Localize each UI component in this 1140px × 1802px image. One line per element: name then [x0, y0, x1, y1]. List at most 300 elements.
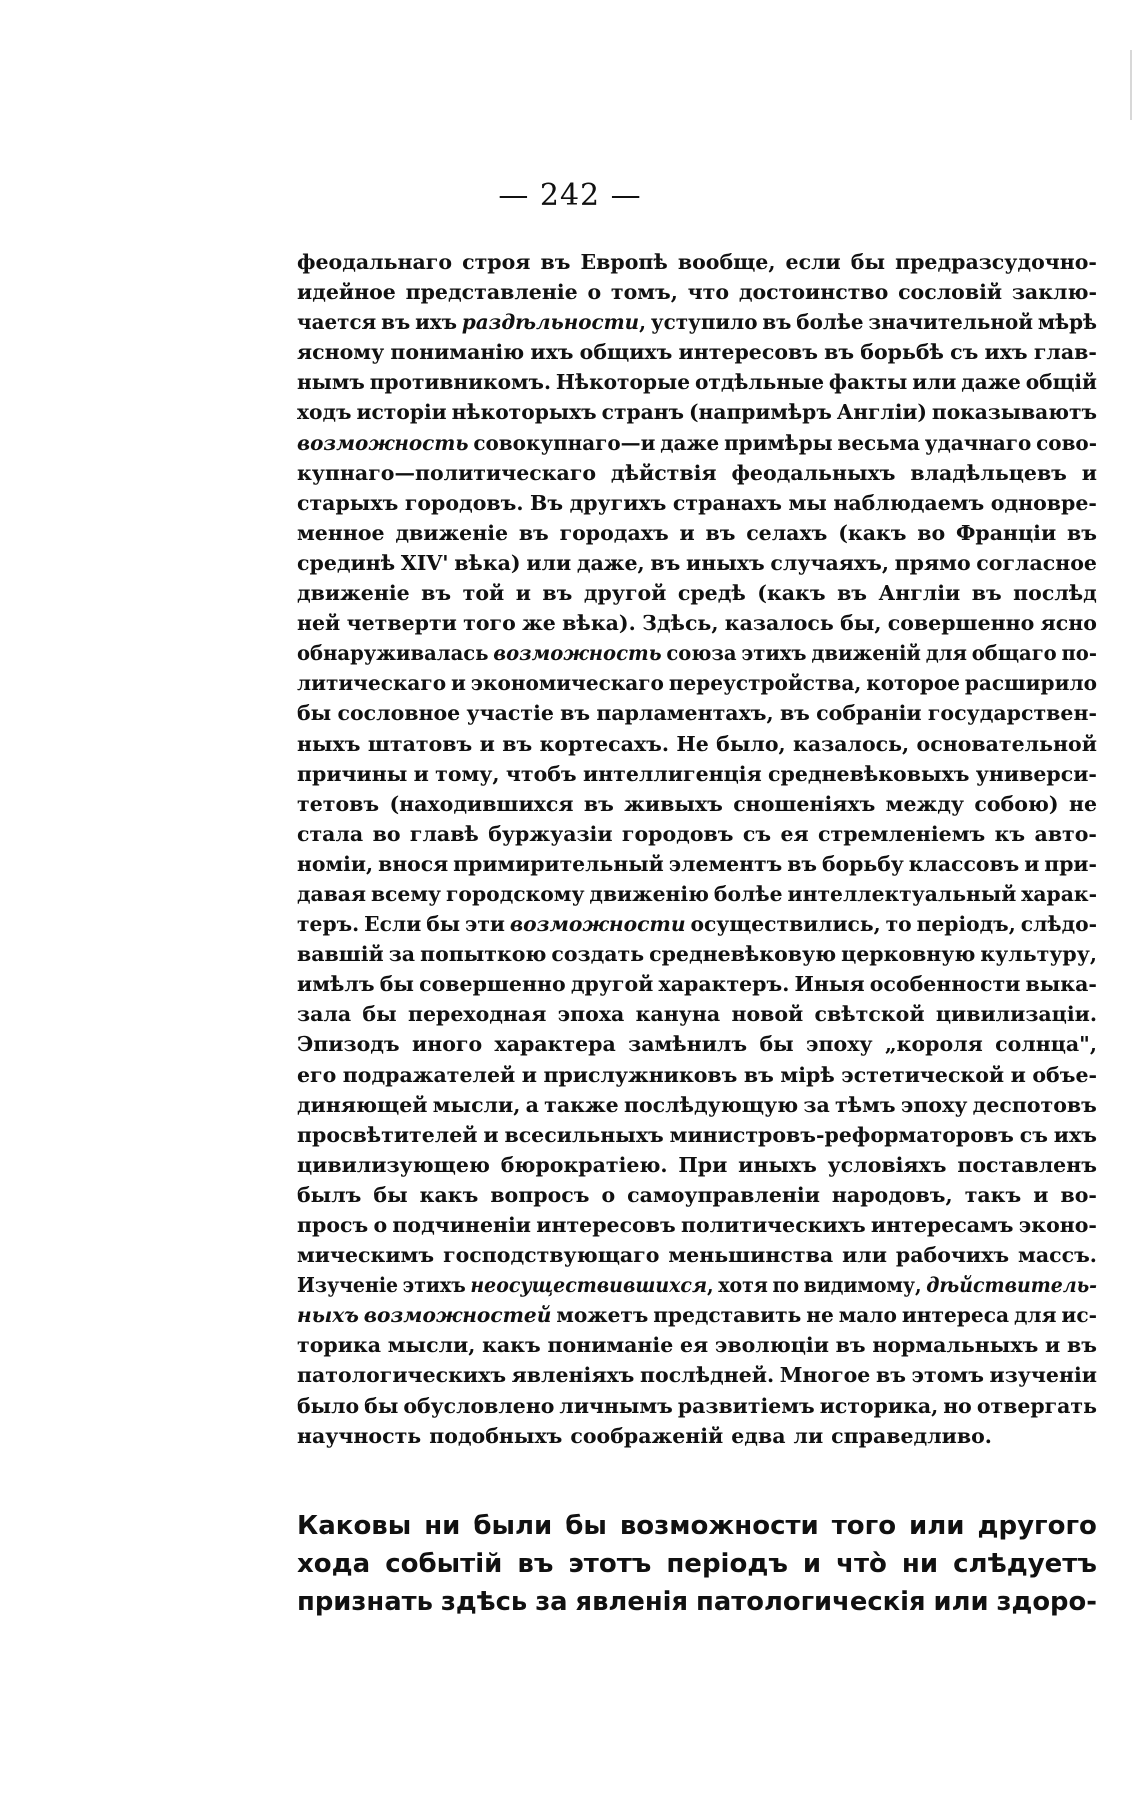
word: достоинство [738, 280, 889, 305]
word: городскому [445, 881, 585, 906]
word: хотя [718, 1273, 768, 1298]
word: господствующаго [443, 1243, 660, 1268]
word: давая [297, 881, 366, 906]
word: въ [583, 791, 614, 816]
word: представленіе [405, 280, 578, 305]
word: другой [570, 972, 654, 997]
word: явленія [575, 1587, 689, 1617]
word: классовъ [908, 851, 1020, 876]
word: вѣка). [562, 611, 636, 636]
word: средневѣковую [649, 942, 837, 967]
word: министровъ-реформаторовъ [669, 1122, 1014, 1147]
word: наблюдаемъ [833, 490, 985, 515]
word: новой [731, 1002, 804, 1027]
word: торика [297, 1333, 382, 1358]
word: объе- [1032, 1062, 1097, 1087]
word: и [802, 1549, 822, 1579]
word: и [521, 1062, 537, 1087]
word: чтобъ [505, 761, 577, 786]
word: дѣйствія [610, 460, 717, 485]
word: то [885, 912, 912, 937]
word: осуществились, [690, 912, 881, 937]
text-line [297, 1240, 1097, 1270]
word: движеній [811, 641, 921, 666]
text-line [297, 1180, 1097, 1210]
word: этихъ [741, 641, 807, 666]
word: личнымъ [559, 1393, 673, 1418]
word: теръ. [297, 912, 360, 937]
word: тѣмъ [835, 1092, 896, 1117]
word: былъ [297, 1182, 362, 1207]
word: поставленъ [957, 1152, 1097, 1177]
word: обусловлено [403, 1393, 555, 1418]
word: живыхъ [624, 791, 723, 816]
word: послѣдующую [623, 1092, 799, 1117]
word: во- [1060, 1182, 1097, 1207]
word: борьбу [821, 851, 904, 876]
word: можетъ [556, 1303, 649, 1328]
word: были [473, 1511, 553, 1541]
word: странъ [601, 400, 685, 425]
word: этихъ [402, 1273, 466, 1298]
word: или [909, 1511, 965, 1541]
word: массъ. [1018, 1243, 1097, 1268]
word: переходная [407, 1002, 547, 1027]
text-line [297, 1391, 1097, 1421]
text-line [297, 1060, 1097, 1090]
word: признать [297, 1587, 433, 1617]
word: подобныхъ [429, 1423, 563, 1448]
text-line [297, 488, 1097, 518]
emphasis-word: ныхъ [297, 1303, 359, 1328]
word: ихъ [1053, 1122, 1097, 1147]
word: вавшій [297, 942, 384, 967]
word: видимому, [803, 1273, 922, 1298]
word: иного [412, 1032, 483, 1057]
word: нормальныхъ [872, 1333, 1039, 1358]
word: о [373, 1213, 388, 1237]
word: средѣ [677, 581, 746, 606]
word: средневѣковыхъ [768, 761, 970, 786]
text-line [297, 428, 1097, 458]
word: согласное [976, 550, 1097, 575]
word: буржуазіи [488, 821, 613, 846]
word: бы [379, 972, 414, 997]
word: пониманію [390, 340, 525, 365]
word: въ [542, 581, 573, 606]
word: какъ [419, 1182, 479, 1207]
word: (какъ [757, 581, 826, 606]
word: городовъ. [404, 490, 524, 515]
word: универси- [975, 761, 1097, 786]
word: патологическія [696, 1587, 926, 1617]
emphasis-word: раздѣльности, [461, 310, 647, 335]
word: цивилизующею [297, 1152, 490, 1177]
word: между [885, 791, 965, 816]
word: прямо [894, 550, 971, 575]
word: въ [875, 1363, 906, 1388]
word: срединѣ [297, 550, 396, 575]
word: политическихъ [680, 1213, 866, 1237]
word: Не [676, 731, 709, 756]
word: зала [297, 1002, 352, 1027]
text-line [297, 969, 1097, 999]
word: интересовъ [678, 340, 818, 365]
word: хода [297, 1549, 371, 1579]
word: той [462, 581, 505, 606]
word: Франціи [955, 520, 1057, 545]
word: за [388, 942, 416, 967]
word: для [925, 641, 967, 666]
word: ис- [1061, 1303, 1098, 1328]
word: здоро- [996, 1587, 1097, 1617]
word: съ [1019, 1122, 1048, 1147]
word: стремленіемъ [818, 821, 986, 846]
word: явленіяхъ [511, 1363, 635, 1388]
word: всему [370, 881, 441, 906]
word: Англіи [878, 581, 961, 606]
word: одновре- [990, 490, 1097, 515]
word: менное [297, 520, 385, 545]
text-line [297, 337, 1097, 367]
word: четверти [346, 611, 457, 636]
word: слѣдуетъ [953, 1549, 1097, 1579]
word: особенности [869, 972, 1021, 997]
word: ихъ [415, 310, 457, 335]
emphasis-word: возможностей [363, 1303, 552, 1328]
word: даже [961, 370, 1021, 395]
word: Эпизодъ [297, 1032, 400, 1057]
word: а [525, 1092, 539, 1117]
word: сово- [1036, 430, 1098, 455]
text-line [297, 1090, 1097, 1120]
word: же [522, 611, 556, 636]
word: о [587, 280, 602, 305]
word: эпоху [900, 1092, 968, 1117]
word: эпоха [557, 1002, 625, 1027]
word: совершенно [887, 611, 1035, 636]
word: пониманіе [547, 1333, 674, 1358]
word: Нѣкоторые [555, 370, 691, 395]
word: ни [901, 1549, 939, 1579]
word: или [933, 1587, 989, 1617]
emphasis-word: возможность [493, 641, 662, 666]
word: весьма [837, 430, 920, 455]
word: въ [971, 581, 1002, 606]
word: въ [518, 520, 549, 545]
word: строя [462, 250, 531, 274]
word: интересамъ [870, 1213, 1014, 1237]
word: общаго [971, 641, 1057, 666]
word: движеніе [297, 581, 410, 606]
word: мало [838, 1303, 897, 1328]
body-paragraph [297, 247, 1097, 1451]
word: ясно [1040, 611, 1097, 636]
word: эстетической [841, 1062, 1005, 1087]
word: его [297, 1062, 337, 1087]
word: экономическаго [470, 671, 664, 696]
word: примирительный [453, 851, 664, 876]
word: народовъ, [831, 1182, 953, 1207]
word: развитіемъ [677, 1393, 815, 1418]
word: обнаруживалась [297, 641, 489, 666]
word: въ [743, 1062, 774, 1087]
word: также [544, 1092, 619, 1117]
word: характеръ. [658, 972, 790, 997]
word: собраніи [816, 701, 922, 726]
word: бы [759, 1032, 794, 1057]
text-line [297, 819, 1097, 849]
word: и [1024, 851, 1040, 876]
word: если [785, 250, 841, 274]
word: мы [788, 490, 827, 515]
word: переустройства, [668, 671, 862, 696]
word: кануна [635, 1002, 721, 1027]
word: едва [731, 1423, 786, 1448]
word: не [1068, 791, 1097, 816]
word: въ [502, 731, 533, 756]
word: интеллектуальный [787, 881, 1017, 906]
text-line [297, 939, 1097, 969]
word: замѣнилъ [628, 1032, 748, 1057]
word: подчиненіи [392, 1213, 531, 1237]
word: и [479, 731, 495, 756]
word: ныхъ [297, 731, 361, 756]
word: бы, [840, 611, 882, 636]
word: въ [540, 250, 571, 274]
word: періодъ, [916, 912, 1016, 937]
word: эволюціи [714, 1333, 829, 1358]
word: примѣры [724, 430, 833, 455]
word: мысли, [432, 1092, 521, 1117]
word: владѣльцевъ [910, 460, 1067, 485]
word: выка- [1025, 972, 1097, 997]
word: противникомъ. [369, 370, 551, 395]
text-line [297, 1029, 1097, 1059]
word: здѣсь [440, 1587, 528, 1617]
text-line [297, 668, 1097, 698]
word: чается [297, 310, 377, 335]
word: къ [994, 821, 1026, 846]
text-line [297, 789, 1097, 819]
word: государствен- [927, 701, 1097, 726]
text-line [297, 1270, 1097, 1300]
word: Каковы [297, 1511, 412, 1541]
word: эпоху [806, 1032, 873, 1057]
word: всесильныхъ [504, 1122, 664, 1147]
word: въ [824, 340, 855, 365]
word: Если [364, 912, 422, 937]
word: въ [837, 581, 868, 606]
word: слѣдо- [1020, 912, 1098, 937]
word: этотъ [568, 1549, 652, 1579]
word: даже [660, 430, 720, 455]
margin-mark [1130, 50, 1132, 120]
word: бы [297, 701, 332, 726]
word: соображеній [570, 1423, 724, 1448]
word: иныхъ [686, 550, 765, 575]
word: заклю- [1011, 280, 1097, 305]
word: въ [381, 310, 411, 335]
word: или [842, 1243, 887, 1268]
word: глав- [1033, 340, 1097, 365]
word: причины [297, 761, 408, 786]
word: и [679, 520, 695, 545]
word: что [687, 280, 730, 305]
word: бы [565, 1511, 607, 1541]
word: Здѣсь, [642, 611, 719, 636]
word: борьбѣ [860, 340, 944, 365]
word: литическаго [297, 671, 447, 696]
word: свѣтской [814, 1002, 925, 1027]
word: по [772, 1273, 799, 1298]
word: XIV' [400, 550, 449, 575]
word: этомъ [911, 1363, 984, 1388]
text-line [297, 1360, 1097, 1390]
word: отвергать [976, 1393, 1097, 1418]
word: ли [793, 1423, 824, 1448]
word: нымъ [297, 370, 365, 395]
word: но [943, 1393, 972, 1418]
text-line [297, 999, 1097, 1029]
word: и [1010, 1062, 1026, 1087]
word: вообще, [677, 250, 776, 274]
word: парламентахъ, [596, 701, 774, 726]
word: харак- [1021, 881, 1098, 906]
word: показываютъ [931, 400, 1098, 425]
word: кортесахъ. [539, 731, 669, 756]
word: Многое [779, 1363, 871, 1388]
word: эти [464, 912, 505, 937]
word: ихъ [984, 340, 1028, 365]
word: въ [560, 701, 591, 726]
word: подражателей [342, 1062, 516, 1087]
word: „короля [884, 1032, 983, 1057]
word: по- [1061, 641, 1097, 666]
word: купнаго—политическаго [297, 460, 597, 485]
word: случаяхъ, [770, 550, 889, 575]
text-line [297, 638, 1097, 668]
word: просвѣтителей [297, 1122, 478, 1147]
word: прислужниковъ [543, 1062, 738, 1087]
emphasis-word: возможности [509, 912, 686, 937]
text-line [297, 879, 1097, 909]
word: въ [1066, 520, 1097, 545]
word: ея [679, 1333, 709, 1358]
text-line [297, 608, 1097, 638]
word: въ [517, 1549, 554, 1579]
word: историка, [819, 1393, 939, 1418]
word: бюрократіею. [500, 1152, 668, 1177]
text-line [297, 759, 1097, 789]
word: болѣе [713, 881, 783, 906]
word: въ [421, 581, 452, 606]
word: просъ [297, 1213, 369, 1237]
text-line [297, 578, 1097, 608]
word: въ [787, 851, 818, 876]
word: ни [424, 1511, 461, 1541]
text-line [297, 1150, 1097, 1180]
word: авто- [1034, 821, 1097, 846]
word: вѣка) [454, 550, 521, 575]
emphasis-word: возможность [297, 430, 469, 455]
word: не [806, 1303, 834, 1328]
word: Англіи) [836, 400, 927, 425]
word: расширило [964, 671, 1097, 696]
word: странахъ [672, 490, 782, 515]
text-line [297, 397, 1097, 427]
word: собою) [974, 791, 1059, 816]
word: того [831, 1511, 897, 1541]
text-line [297, 277, 1097, 307]
word: научность [297, 1423, 422, 1448]
word: совокупнаго—и [473, 430, 656, 455]
word: въ [762, 310, 792, 335]
word: ясному [297, 340, 385, 365]
text-line [297, 1421, 1097, 1451]
word: культуру, [980, 942, 1098, 967]
word: другой [583, 581, 667, 606]
word: тетовъ [297, 791, 380, 816]
word: казалось, [793, 731, 910, 756]
word: возможности [619, 1511, 819, 1541]
word: чтò [836, 1549, 887, 1579]
word: основательной [916, 731, 1097, 756]
word: имѣлъ [297, 972, 375, 997]
word: тому, [435, 761, 500, 786]
word: послѣдней. [640, 1363, 775, 1388]
word: создать [551, 942, 645, 967]
word: самоуправленіи [627, 1182, 820, 1207]
text-line [297, 518, 1097, 548]
word: бы [362, 1002, 397, 1027]
word: штатовъ [367, 731, 473, 756]
word: феодальнаго [297, 250, 453, 274]
word: даже, [576, 550, 645, 575]
word: и [483, 1122, 499, 1147]
word: цивилизаціи. [935, 1002, 1097, 1027]
word: Европѣ [580, 250, 668, 274]
word: болѣе [796, 310, 864, 335]
word: для [1013, 1303, 1057, 1328]
word: отдѣльные [694, 370, 825, 395]
word: за [535, 1587, 568, 1617]
word: движеніе [395, 520, 509, 545]
emphasis-word: дѣйствитель- [926, 1273, 1098, 1298]
text-line [297, 1120, 1097, 1150]
word: ней [297, 611, 341, 636]
word: стала [297, 821, 364, 846]
word: мысли, [387, 1333, 476, 1358]
word: ихъ [530, 340, 574, 365]
page-number: — 242 — [498, 178, 642, 213]
word: элементъ [668, 851, 783, 876]
word: главѣ [409, 821, 479, 846]
word: общій [1025, 370, 1097, 395]
word: участіе [466, 701, 554, 726]
word: интеллигенція [582, 761, 762, 786]
word: въ [779, 701, 810, 726]
word: или [912, 370, 957, 395]
word: какъ [482, 1333, 541, 1358]
word: и [1033, 1182, 1049, 1207]
word: факты [828, 370, 908, 395]
word: представить [653, 1303, 802, 1328]
word: въ [650, 550, 681, 575]
word: казалось [724, 611, 834, 636]
word: изученіи [989, 1363, 1097, 1388]
word: внося [378, 851, 449, 876]
